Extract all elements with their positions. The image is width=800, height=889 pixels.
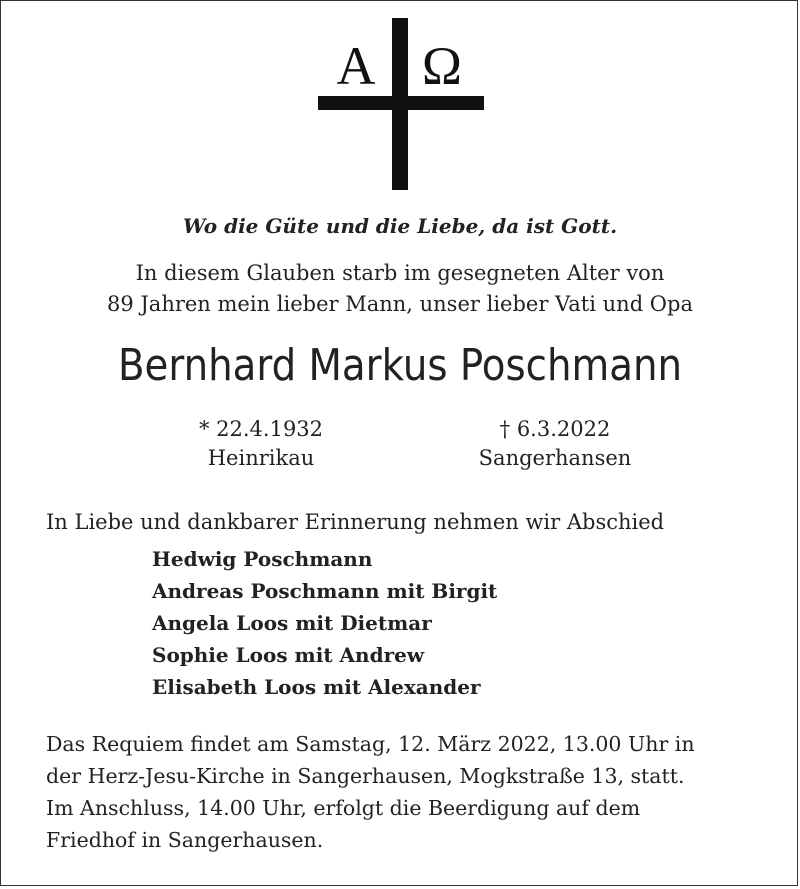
birth-place: Heinrikau (207, 446, 315, 470)
omega-glyph: Ω (421, 36, 463, 96)
notice-line: Das Requiem findet am Samstag, 12. März 2022, 13.00 Uhr in (46, 732, 695, 756)
birth-date: * 22.4.1932 (198, 417, 324, 441)
alpha-omega-cross-icon (318, 18, 484, 190)
mourner: Angela Loos mit Dietmar (152, 611, 432, 635)
intro-line: In diesem Glauben starb im gesegneten Alter von (135, 261, 665, 285)
mourner: Sophie Loos mit Andrew (152, 643, 425, 667)
service-notice (46, 728, 776, 856)
mourner: Hedwig Poschmann (152, 547, 373, 571)
mourner: Elisabeth Loos mit Alexander (152, 675, 481, 699)
intro-text (0, 258, 800, 320)
motto: Wo die Güte und die Liebe, da ist Gott. (182, 214, 618, 238)
alpha-glyph: A (336, 36, 376, 96)
cross-horizontal-bar (318, 96, 484, 110)
deceased-name: Bernhard Markus Poschmann (117, 340, 683, 391)
notice-line: Friedhof in Sangerhausen. (46, 828, 324, 852)
death-date: † 6.3.2022 (499, 417, 611, 441)
notice-line: Im Anschluss, 14.00 Uhr, erfolgt die Beerdigung auf dem (46, 796, 641, 820)
death-info (455, 415, 655, 473)
intro-line: 89 Jahren mein lieber Mann, unser lieber Vati und Opa (106, 292, 693, 316)
death-place: Sangerhansen (478, 446, 632, 470)
farewell-text: In Liebe und dankbarer Erinnerung nehmen wir Abschied (46, 510, 665, 534)
birth-info (161, 415, 361, 473)
mourners-list (152, 543, 497, 703)
mourner: Andreas Poschmann mit Birgit (152, 579, 498, 603)
notice-line: der Herz-Jesu-Kirche in Sangerhausen, Mogkstraße 13, statt. (46, 764, 685, 788)
